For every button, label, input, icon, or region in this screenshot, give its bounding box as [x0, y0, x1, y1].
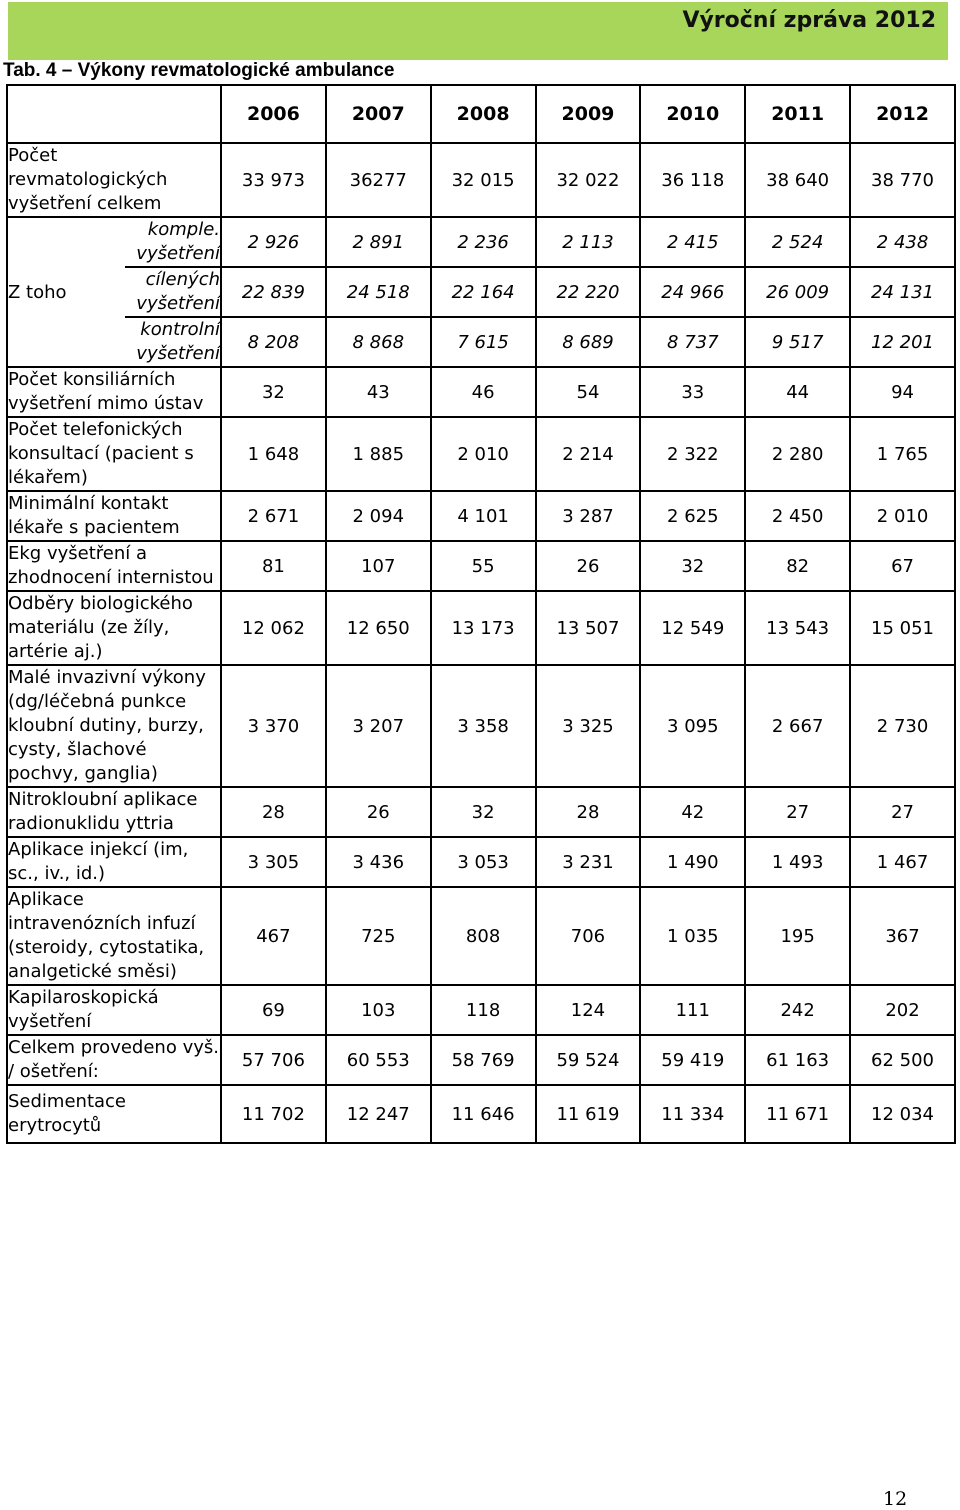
sub-row-label: komple. vyšetření: [125, 217, 221, 267]
value-cell: 24 131: [850, 267, 955, 317]
value-cell: 2 667: [745, 665, 850, 787]
value-cell: 57 706: [221, 1035, 326, 1085]
row-label: Aplikace intravenózních infuzí (steroidy, cytostatika, analgetické směsi): [7, 887, 221, 985]
value-cell: 11 702: [221, 1085, 326, 1143]
value-cell: 24 966: [640, 267, 745, 317]
value-cell: 11 619: [536, 1085, 641, 1143]
value-cell: 2 524: [745, 217, 850, 267]
value-cell: 1 467: [850, 837, 955, 887]
value-cell: 32: [431, 787, 536, 837]
year-header: 2010: [640, 85, 745, 143]
value-cell: 69: [221, 985, 326, 1035]
row-label: Počet konsiliárních vyšetření mimo ústav: [7, 367, 221, 417]
value-cell: 81: [221, 541, 326, 591]
value-cell: 32: [221, 367, 326, 417]
value-cell: 2 010: [431, 417, 536, 491]
table-row: [7, 217, 955, 267]
value-cell: 62 500: [850, 1035, 955, 1085]
value-cell: 36 118: [640, 143, 745, 217]
table-row: [7, 1085, 955, 1143]
row-label: Minimální kontakt lékaře s pacientem: [7, 491, 221, 541]
value-cell: 3 095: [640, 665, 745, 787]
row-label: Odběry biologického materiálu (ze žíly, artérie aj.): [7, 591, 221, 665]
value-cell: 44: [745, 367, 850, 417]
row-label: Počet revmatologických vyšetření celkem: [7, 143, 221, 217]
value-cell: 3 207: [326, 665, 431, 787]
value-cell: 467: [221, 887, 326, 985]
value-cell: 11 334: [640, 1085, 745, 1143]
value-cell: 2 094: [326, 491, 431, 541]
value-cell: 9 517: [745, 317, 850, 367]
value-cell: 202: [850, 985, 955, 1035]
group-label: Z toho: [7, 217, 125, 367]
value-cell: 82: [745, 541, 850, 591]
year-header: 2011: [745, 85, 850, 143]
value-cell: 32: [640, 541, 745, 591]
value-cell: 808: [431, 887, 536, 985]
value-cell: 2 438: [850, 217, 955, 267]
table-row: [7, 787, 955, 837]
value-cell: 111: [640, 985, 745, 1035]
table-row: [7, 1035, 955, 1085]
year-header: 2008: [431, 85, 536, 143]
value-cell: 2 671: [221, 491, 326, 541]
value-cell: 2 730: [850, 665, 955, 787]
value-cell: 26: [326, 787, 431, 837]
value-cell: 11 671: [745, 1085, 850, 1143]
value-cell: 13 173: [431, 591, 536, 665]
value-cell: 8 208: [221, 317, 326, 367]
value-cell: 2 415: [640, 217, 745, 267]
year-header: 2007: [326, 85, 431, 143]
row-label: Sedimentace erytrocytů: [7, 1085, 221, 1143]
value-cell: 27: [850, 787, 955, 837]
value-cell: 22 839: [221, 267, 326, 317]
value-cell: 2 010: [850, 491, 955, 541]
value-cell: 8 689: [536, 317, 641, 367]
page-number: 12: [883, 1488, 908, 1510]
value-cell: 58 769: [431, 1035, 536, 1085]
value-cell: 54: [536, 367, 641, 417]
row-label: Ekg vyšetření a zhodnocení internistou: [7, 541, 221, 591]
value-cell: 367: [850, 887, 955, 985]
value-cell: 8 737: [640, 317, 745, 367]
corner-cell: [7, 85, 221, 143]
value-cell: 3 370: [221, 665, 326, 787]
value-cell: 2 891: [326, 217, 431, 267]
table-row: [7, 541, 955, 591]
value-cell: 4 101: [431, 491, 536, 541]
value-cell: 59 524: [536, 1035, 641, 1085]
value-cell: 61 163: [745, 1035, 850, 1085]
value-cell: 706: [536, 887, 641, 985]
value-cell: 2 625: [640, 491, 745, 541]
table-row: [7, 491, 955, 541]
year-header: 2009: [536, 85, 641, 143]
value-cell: 3 436: [326, 837, 431, 887]
value-cell: 8 868: [326, 317, 431, 367]
value-cell: 43: [326, 367, 431, 417]
table-row: [7, 887, 955, 985]
value-cell: 12 650: [326, 591, 431, 665]
header-row: [7, 85, 955, 143]
value-cell: 118: [431, 985, 536, 1035]
value-cell: 26 009: [745, 267, 850, 317]
value-cell: 12 549: [640, 591, 745, 665]
value-cell: 13 507: [536, 591, 641, 665]
value-cell: 1 648: [221, 417, 326, 491]
value-cell: 42: [640, 787, 745, 837]
value-cell: 38 770: [850, 143, 955, 217]
value-cell: 195: [745, 887, 850, 985]
value-cell: 3 325: [536, 665, 641, 787]
value-cell: 94: [850, 367, 955, 417]
value-cell: 2 280: [745, 417, 850, 491]
row-label: Aplikace injekcí (im, sc., iv., id.): [7, 837, 221, 887]
value-cell: 2 236: [431, 217, 536, 267]
value-cell: 46: [431, 367, 536, 417]
value-cell: 32 022: [536, 143, 641, 217]
value-cell: 59 419: [640, 1035, 745, 1085]
value-cell: 3 287: [536, 491, 641, 541]
table-row: [7, 143, 955, 217]
value-cell: 3 358: [431, 665, 536, 787]
value-cell: 13 543: [745, 591, 850, 665]
table-row: [7, 367, 955, 417]
row-label: Počet telefonických konsultací (pacient s lékařem): [7, 417, 221, 491]
value-cell: 1 493: [745, 837, 850, 887]
row-label: Kapilaroskopická vyšetření: [7, 985, 221, 1035]
value-cell: 2 322: [640, 417, 745, 491]
table-row: [7, 267, 955, 317]
value-cell: 7 615: [431, 317, 536, 367]
value-cell: 15 051: [850, 591, 955, 665]
table-row: [7, 591, 955, 665]
value-cell: 725: [326, 887, 431, 985]
table-row: [7, 665, 955, 787]
value-cell: 2 113: [536, 217, 641, 267]
sub-row-label: cílených vyšetření: [125, 267, 221, 317]
value-cell: 11 646: [431, 1085, 536, 1143]
value-cell: 12 201: [850, 317, 955, 367]
value-cell: 1 885: [326, 417, 431, 491]
table-row: [7, 985, 955, 1035]
value-cell: 242: [745, 985, 850, 1035]
value-cell: 1 765: [850, 417, 955, 491]
value-cell: 55: [431, 541, 536, 591]
report-title: Výroční zpráva 2012: [682, 8, 936, 33]
value-cell: 36277: [326, 143, 431, 217]
row-label: Celkem provedeno vyš. / ošetření:: [7, 1035, 221, 1085]
value-cell: 12 247: [326, 1085, 431, 1143]
value-cell: 27: [745, 787, 850, 837]
sub-row-label: kontrolní vyšetření: [125, 317, 221, 367]
value-cell: 1 490: [640, 837, 745, 887]
value-cell: 22 164: [431, 267, 536, 317]
value-cell: 32 015: [431, 143, 536, 217]
value-cell: 124: [536, 985, 641, 1035]
value-cell: 2 926: [221, 217, 326, 267]
value-cell: 2 214: [536, 417, 641, 491]
value-cell: 38 640: [745, 143, 850, 217]
header-banner: [8, 2, 948, 60]
row-label: Malé invazivní výkony (dg/léčebná punkce kloubní dutiny, burzy, cysty, šlachové pochvy, ganglia): [7, 665, 221, 787]
value-cell: 12 034: [850, 1085, 955, 1143]
value-cell: 28: [536, 787, 641, 837]
value-cell: 28: [221, 787, 326, 837]
value-cell: 3 305: [221, 837, 326, 887]
table-caption: Tab. 4 – Výkony revmatologické ambulance: [3, 60, 395, 81]
value-cell: 3 231: [536, 837, 641, 887]
performance-table: [6, 84, 956, 1144]
value-cell: 67: [850, 541, 955, 591]
value-cell: 2 450: [745, 491, 850, 541]
value-cell: 3 053: [431, 837, 536, 887]
value-cell: 103: [326, 985, 431, 1035]
value-cell: 12 062: [221, 591, 326, 665]
value-cell: 33: [640, 367, 745, 417]
value-cell: 1 035: [640, 887, 745, 985]
value-cell: 22 220: [536, 267, 641, 317]
value-cell: 24 518: [326, 267, 431, 317]
table-row: [7, 317, 955, 367]
value-cell: 26: [536, 541, 641, 591]
row-label: Nitrokloubní aplikace radionuklidu yttria: [7, 787, 221, 837]
year-header: 2006: [221, 85, 326, 143]
value-cell: 33 973: [221, 143, 326, 217]
year-header: 2012: [850, 85, 955, 143]
table-row: [7, 417, 955, 491]
value-cell: 60 553: [326, 1035, 431, 1085]
table-row: [7, 837, 955, 887]
value-cell: 107: [326, 541, 431, 591]
